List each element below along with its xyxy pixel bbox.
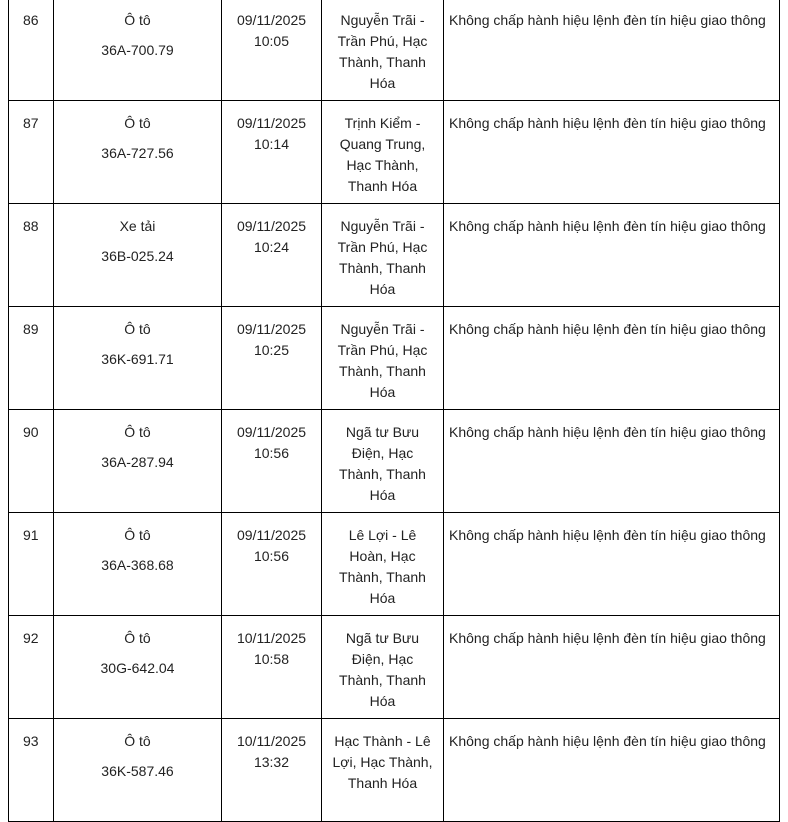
violation-time: 13:32 xyxy=(253,754,290,770)
cell-violation: Không chấp hành hiệu lệnh đèn tín hiệu giao thông xyxy=(449,424,766,440)
cell-vehicle xyxy=(54,204,221,307)
table-row xyxy=(0,204,788,307)
cell-number: 87 xyxy=(23,115,39,131)
violation-time: 10:25 xyxy=(253,342,290,358)
violation-date: 09/11/2025 xyxy=(236,12,307,28)
cell-datetime xyxy=(222,616,321,719)
cell-location: Ngã tư Bưu Điện, Hạc Thành, Thanh Hóa xyxy=(339,630,426,709)
cell-number: 90 xyxy=(23,424,39,440)
cell-datetime xyxy=(222,101,321,204)
table-row xyxy=(0,410,788,513)
cell-number: 91 xyxy=(23,527,39,543)
cell-location: Lê Lợi - Lê Hoàn, Hạc Thành, Thanh Hóa xyxy=(339,527,426,606)
table-row xyxy=(0,719,788,822)
cell-datetime xyxy=(222,0,321,101)
cell-location: Hạc Thành - Lê Lợi, Hạc Thành, Thanh Hóa xyxy=(332,733,433,791)
violation-date: 09/11/2025 xyxy=(236,115,307,131)
vehicle-type: Ô tô xyxy=(124,527,151,543)
violation-date: 10/11/2025 xyxy=(236,733,307,749)
violation-date: 09/11/2025 xyxy=(236,527,307,543)
license-plate: 36A-287.94 xyxy=(101,454,174,470)
violation-time: 10:05 xyxy=(253,33,290,49)
table-row xyxy=(0,307,788,410)
violation-time: 10:24 xyxy=(253,239,290,255)
license-plate: 36A-727.56 xyxy=(101,145,174,161)
violation-time: 10:56 xyxy=(253,445,290,461)
table-row xyxy=(0,513,788,616)
cell-number: 92 xyxy=(23,630,39,646)
violation-date: 09/11/2025 xyxy=(236,218,307,234)
cell-violation: Không chấp hành hiệu lệnh đèn tín hiệu giao thông xyxy=(449,115,766,131)
cell-vehicle xyxy=(54,410,221,513)
cell-datetime xyxy=(222,513,321,616)
cell-vehicle xyxy=(54,307,221,410)
table-row xyxy=(0,0,788,101)
vehicle-type: Xe tải xyxy=(119,218,156,234)
cell-location: Nguyễn Trãi - Trần Phú, Hạc Thành, Thanh Hóa xyxy=(337,218,428,297)
violation-time: 10:58 xyxy=(253,651,290,667)
license-plate: 36K-587.46 xyxy=(101,763,174,779)
violation-date: 10/11/2025 xyxy=(236,630,307,646)
vehicle-type: Ô tô xyxy=(124,115,151,131)
cell-datetime xyxy=(222,719,321,822)
violation-time: 10:56 xyxy=(253,548,290,564)
cell-number: 88 xyxy=(23,218,39,234)
vehicle-type: Ô tô xyxy=(124,424,151,440)
vehicle-type: Ô tô xyxy=(124,321,151,337)
cell-number: 86 xyxy=(23,12,39,28)
cell-violation: Không chấp hành hiệu lệnh đèn tín hiệu giao thông xyxy=(449,12,766,28)
cell-datetime xyxy=(222,307,321,410)
cell-vehicle xyxy=(54,513,221,616)
cell-vehicle xyxy=(54,0,221,101)
license-plate: 36A-700.79 xyxy=(101,42,174,58)
cell-number: 93 xyxy=(23,733,39,749)
license-plate: 36B-025.24 xyxy=(101,248,174,264)
violation-date: 09/11/2025 xyxy=(236,424,307,440)
vehicle-type: Ô tô xyxy=(124,733,151,749)
violation-time: 10:14 xyxy=(253,136,290,152)
cell-datetime xyxy=(222,204,321,307)
cell-location: Ngã tư Bưu Điện, Hạc Thành, Thanh Hóa xyxy=(339,424,426,503)
cell-location: Trịnh Kiểm - Quang Trung, Hạc Thành, Thanh Hóa xyxy=(339,115,426,194)
license-plate: 30G-642.04 xyxy=(100,660,175,676)
cell-violation: Không chấp hành hiệu lệnh đèn tín hiệu giao thông xyxy=(449,630,766,646)
table-row xyxy=(0,616,788,719)
cell-number: 89 xyxy=(23,321,39,337)
cell-violation: Không chấp hành hiệu lệnh đèn tín hiệu giao thông xyxy=(449,218,766,234)
cell-vehicle xyxy=(54,719,221,822)
cell-datetime xyxy=(222,410,321,513)
vehicle-type: Ô tô xyxy=(124,630,151,646)
cell-location: Nguyễn Trãi - Trần Phú, Hạc Thành, Thanh Hóa xyxy=(337,321,428,400)
license-plate: 36K-691.71 xyxy=(101,351,174,367)
cell-vehicle xyxy=(54,101,221,204)
cell-vehicle xyxy=(54,616,221,719)
cell-violation: Không chấp hành hiệu lệnh đèn tín hiệu giao thông xyxy=(449,321,766,337)
table-row xyxy=(0,101,788,204)
cell-location: Nguyễn Trãi - Trần Phú, Hạc Thành, Thanh Hóa xyxy=(337,12,428,91)
vehicle-type: Ô tô xyxy=(124,12,151,28)
cell-violation: Không chấp hành hiệu lệnh đèn tín hiệu giao thông xyxy=(449,733,766,749)
license-plate: 36A-368.68 xyxy=(101,557,174,573)
violation-date: 09/11/2025 xyxy=(236,321,307,337)
cell-violation: Không chấp hành hiệu lệnh đèn tín hiệu giao thông xyxy=(449,527,766,543)
